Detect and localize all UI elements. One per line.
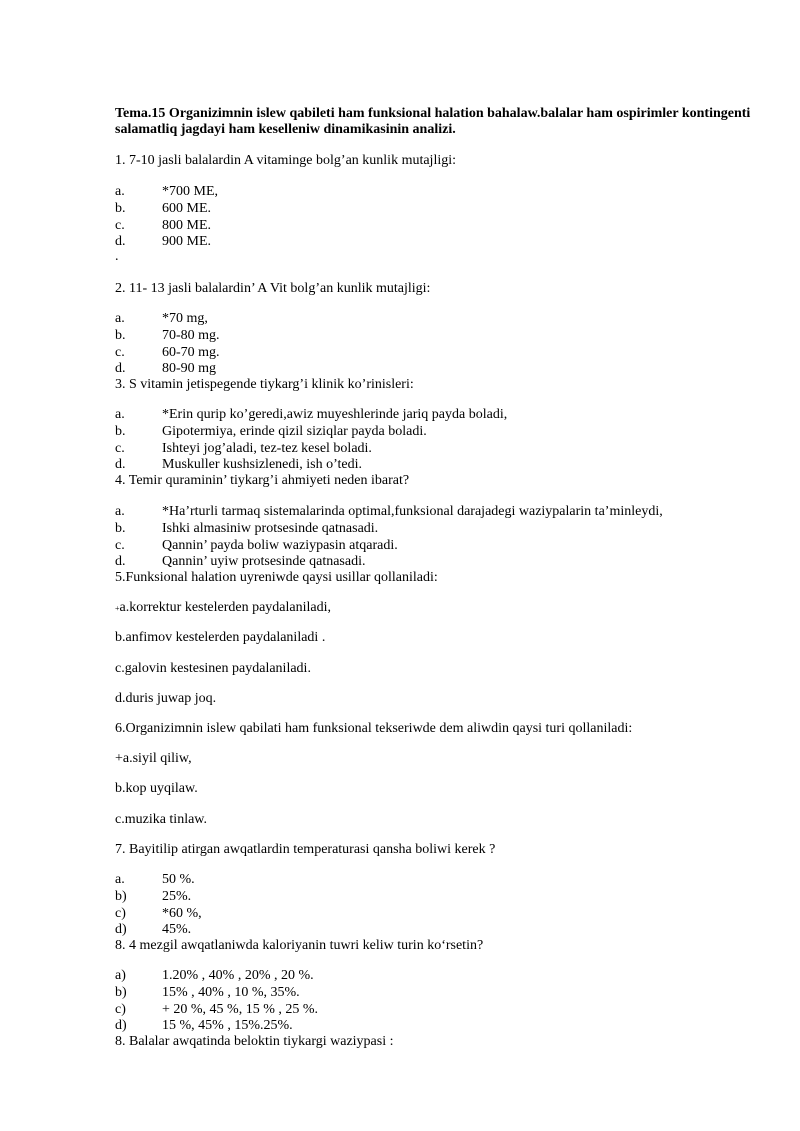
option-letter: a. [115, 872, 125, 887]
q1-option-a [115, 184, 218, 200]
q2-option-d [115, 361, 216, 377]
option-text: *Ha’rturli tarmaq sistemalarinda optimal,funksional darajadegi waziypalarin ta’minleydi, [162, 504, 663, 519]
q1-option-c [115, 218, 211, 234]
option-letter: d. [115, 457, 126, 472]
correct-marker: + [115, 604, 120, 613]
option-letter: a. [115, 504, 125, 519]
option-letter: d) [115, 922, 127, 937]
page-title: Tema.15 Organizimnin islew qabileti ham funksional halation bahalaw.balalar ham ospirimler kontingenti salamatliq jagdayi ham keselleniw dinamikasinin analizi. [115, 106, 751, 137]
option-letter: b. [115, 328, 126, 343]
question-1: 1. 7-10 jasli balalardin A vitaminge bolg’an kunlik mutajligi: [115, 153, 457, 168]
option-text: Qannin’ uyiw protsesinde qatnasadi. [162, 554, 366, 569]
option-text: *Erin qurip ko’geredi,awiz muyeshlerinde jariq payda boladi, [162, 407, 508, 422]
option-letter: d. [115, 554, 126, 569]
q7-option-b [115, 889, 191, 905]
q3-option-a [115, 407, 507, 423]
q8-option-a [115, 968, 314, 984]
q7-option-d [115, 922, 191, 938]
option-letter: a. [115, 407, 125, 422]
option-text: + 20 %, 45 %, 15 % , 25 %. [162, 1002, 319, 1017]
option-letter: b. [115, 201, 126, 216]
option-text: 1.20% , 40% , 20% , 20 %. [162, 968, 314, 983]
question-9: 8. Balalar awqatinda beloktin tiykargi waziypasi : [115, 1034, 394, 1049]
q4-option-a [115, 504, 663, 520]
question-3: 3. S vitamin jetispegende tiykarg’i klinik ko’rinisleri: [115, 377, 414, 392]
q8-option-b [115, 985, 300, 1001]
option-text: *60 %, [162, 906, 202, 921]
q7-option-a [115, 872, 195, 888]
q3-option-d [115, 457, 362, 473]
question-6: 6.Organizimnin islew qabilati ham funksional tekseriwde dem aliwdin qaysi turi qollaniladi: [115, 721, 633, 736]
q1-stray-dot: . [115, 249, 119, 264]
q4-option-c [115, 538, 398, 554]
option-text: Ishteyi jog’aladi, tez-tez kesel boladi. [162, 441, 372, 456]
option-text: 15 %, 45% , 15%.25%. [162, 1018, 293, 1033]
option-letter: c. [115, 345, 125, 360]
option-letter: d. [115, 234, 126, 249]
q6-option-c: c.muzika tinlaw. [115, 812, 208, 827]
option-letter: b. [115, 424, 126, 439]
option-letter: c) [115, 906, 126, 921]
q2-option-c [115, 345, 220, 361]
option-letter: b) [115, 985, 127, 1000]
q7-option-c [115, 906, 202, 922]
option-text: 80-90 mg [162, 361, 217, 376]
option-text: Gipotermiya, erinde qizil siziqlar payda boladi. [162, 424, 427, 439]
q5-option-b: b.anfimov kestelerden paydalaniladi . [115, 630, 326, 645]
option-letter: d. [115, 361, 126, 376]
option-text: 25%. [162, 889, 192, 904]
option-letter: c) [115, 1002, 126, 1017]
q6-option-b: b.kop uyqilaw. [115, 781, 198, 796]
question-4: 4. Temir quraminin’ tiykarg’i ahmiyeti neden ibarat? [115, 473, 410, 488]
option-letter: a. [115, 311, 125, 326]
option-text: 60-70 mg. [162, 345, 220, 360]
question-5: 5.Funksional halation uyreniwde qaysi usillar qollaniladi: [115, 570, 438, 585]
q3-option-c [115, 441, 372, 457]
option-text: 50 %. [162, 872, 195, 887]
q5-option-a [115, 600, 331, 617]
option-letter: c. [115, 218, 125, 233]
option-text: 15% , 40% , 10 %, 35%. [162, 985, 300, 1000]
q1-option-b [115, 201, 211, 217]
q2-option-b [115, 328, 220, 344]
q8-option-c [115, 1002, 318, 1018]
q4-option-d [115, 554, 365, 570]
option-text: 600 ME. [162, 201, 211, 216]
option-letter: b) [115, 889, 127, 904]
option-text: 70-80 mg. [162, 328, 220, 343]
q1-option-d [115, 234, 211, 250]
option-text: a.korrektur kestelerden paydalaniladi, [119, 600, 331, 615]
option-letter: a. [115, 184, 125, 199]
option-text: 900 ME. [162, 234, 211, 249]
q8-option-d [115, 1018, 293, 1034]
option-letter: a) [115, 968, 126, 983]
option-letter: b. [115, 521, 126, 536]
option-text: *700 ME, [162, 184, 218, 199]
question-7: 7. Bayitilip atirgan awqatlardin temperaturasi qansha boliwi kerek ? [115, 842, 496, 857]
question-8: 8. 4 mezgil awqatlaniwda kaloriyanin tuwri keliw turin ko‘rsetin? [115, 938, 484, 953]
option-letter: c. [115, 441, 125, 456]
option-text: Qannin’ payda boliw waziypasin atqaradi. [162, 538, 398, 553]
q6-option-a: +a.siyil qiliw, [115, 751, 192, 766]
q3-option-b [115, 424, 427, 440]
q5-option-c: c.galovin kestesinen paydalaniladi. [115, 661, 311, 676]
option-text: *70 mg, [162, 311, 208, 326]
q2-option-a [115, 311, 208, 327]
q5-option-d: d.duris juwap joq. [115, 691, 217, 706]
option-letter: d) [115, 1018, 127, 1033]
option-text: 800 ME. [162, 218, 211, 233]
question-2: 2. 11- 13 jasli balalardin’ A Vit bolg’an kunlik mutajligi: [115, 281, 431, 296]
option-text: 45%. [162, 922, 192, 937]
option-text: Ishki almasiniw protsesinde qatnasadi. [162, 521, 379, 536]
q4-option-b [115, 521, 378, 537]
option-text: Muskuller kushsizlenedi, ish o’tedi. [162, 457, 362, 472]
option-letter: c. [115, 538, 125, 553]
